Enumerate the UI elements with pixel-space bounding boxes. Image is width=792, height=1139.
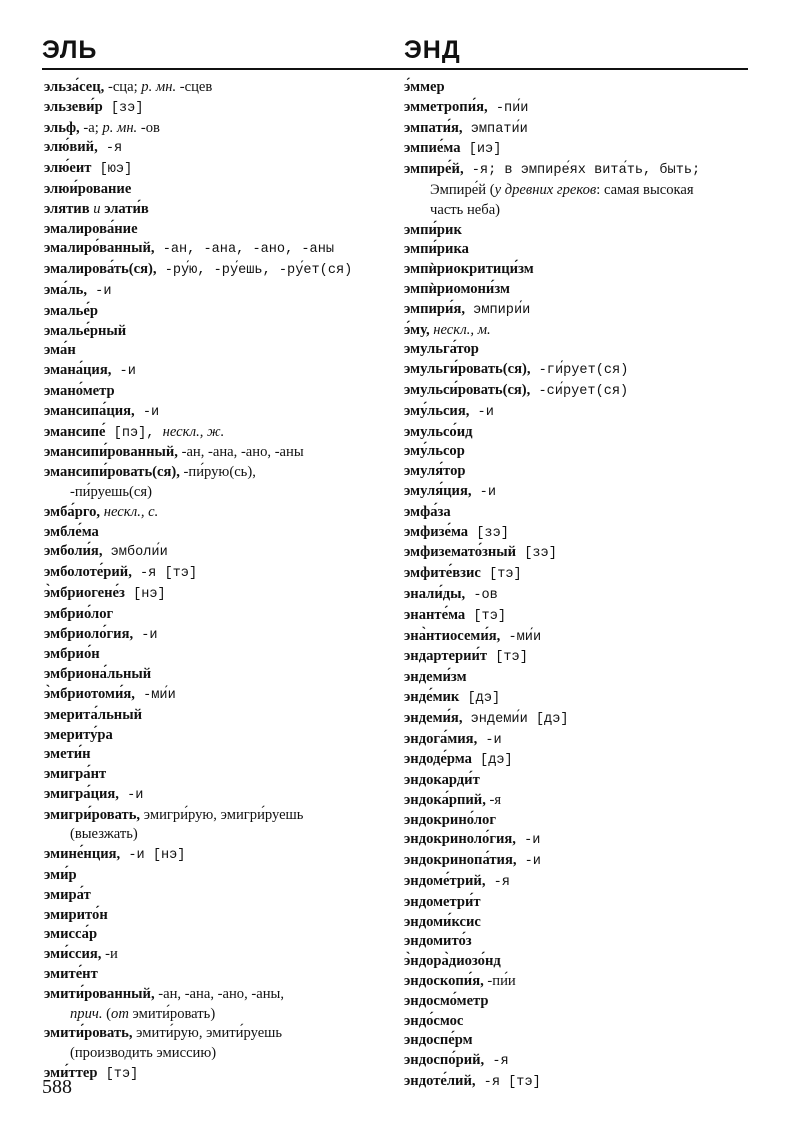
dictionary-entry (404, 462, 754, 482)
dictionary-entry (44, 341, 394, 361)
dictionary-entry (404, 240, 754, 260)
inflection: -ан, -ана, -ано, -аны (177, 444, 304, 461)
headword: эмигри́ровать, (44, 806, 141, 823)
headword: эндокринопа́тия, (404, 852, 517, 869)
headword: эмериту́ра (44, 726, 113, 743)
dictionary-entry (44, 382, 394, 402)
grammar-label: от (111, 1005, 129, 1022)
headword: эмбрио́лог (44, 605, 114, 622)
headword: эма́н (44, 342, 76, 359)
entry-text: -сцев (176, 79, 213, 95)
headword: э̀ндора̀диозо́нд (404, 953, 501, 970)
inflection: -ми́и (500, 629, 542, 645)
headword: эмалье́рный (44, 322, 127, 339)
inflection: эмити́рую, эмити́руешь (132, 1025, 283, 1042)
dictionary-entry (404, 340, 754, 360)
headword: элю́еит (44, 160, 92, 177)
dictionary-entry (44, 260, 394, 281)
dictionary-entry (404, 482, 754, 503)
headword: эмана́ция, (44, 362, 112, 379)
headword: эмалирова́ние (44, 220, 138, 237)
inflection: [тэ] (480, 567, 522, 583)
dictionary-entry (404, 280, 754, 300)
dictionary-entry (404, 300, 754, 321)
headword: эндокрино́лог (404, 811, 496, 828)
dictionary-entry (44, 745, 394, 765)
inflection: [зэ] (468, 525, 509, 541)
inflection: [юэ] (91, 162, 133, 178)
inflection: -я; в эмпире́ях вита́ть, быть; (463, 163, 701, 179)
inflection: -и (471, 484, 496, 500)
headword: эндоме́трий, (404, 873, 486, 890)
dictionary-entry (44, 322, 394, 342)
headword: эми́ссия, (44, 946, 102, 963)
dictionary-entry (44, 665, 394, 685)
dictionary-entry (44, 706, 394, 726)
headword: эмфиземато́зный (404, 544, 517, 561)
dictionary-entry (404, 78, 754, 98)
headword: эмансипе́ (44, 423, 106, 440)
headword: эмети́н (44, 746, 91, 763)
inflection: эмпати́и (462, 121, 528, 137)
dictionary-entry (44, 159, 394, 180)
headword: эндоте́лий, (404, 1073, 476, 1090)
headword: эма́ль, (44, 281, 87, 298)
entry-continuation (44, 1005, 394, 1025)
headword: эмансипа́ция, (44, 402, 135, 419)
dictionary-entry (44, 925, 394, 945)
dictionary-entry (404, 260, 754, 280)
inflection: [тэ] (97, 1067, 139, 1083)
inflection: -ги́рует(ся) (530, 363, 629, 379)
headword: эмити́рованный, (44, 985, 155, 1002)
headword: эмисса́р (44, 926, 98, 943)
dictionary-entry (44, 605, 394, 625)
headword: э́ммер (404, 79, 445, 95)
running-head-left: ЭЛЬ (42, 36, 98, 64)
dictionary-entry (404, 381, 754, 402)
dictionary-entry (404, 627, 754, 648)
dictionary-entry (44, 645, 394, 665)
dictionary-entry (404, 1031, 754, 1051)
headword: элятив (44, 200, 90, 217)
entry-continuation (44, 483, 394, 503)
headword: эндеми́я, (404, 709, 463, 726)
inflection: эмигри́рую, эмигри́руешь (140, 806, 304, 823)
entry-continuation (404, 181, 754, 201)
page-number: 588 (42, 1076, 72, 1098)
headword: эми́ттер (44, 1065, 98, 1082)
dictionary-entry (44, 119, 394, 139)
dictionary-entry (44, 965, 394, 985)
headword: эндока́рпий, (404, 791, 486, 808)
headword: эми́р (44, 867, 77, 884)
dictionary-entry (404, 811, 754, 831)
conjunction: и (89, 200, 105, 217)
headword: эмметропи́я, (404, 98, 488, 115)
inflection: -пи́руешь(ся) (70, 483, 152, 500)
entry-text: ( (102, 1005, 112, 1022)
headword: эндокриноло́гия, (404, 831, 516, 848)
headword: эмити́ровать, (44, 1025, 133, 1042)
dictionary-entry (44, 1024, 394, 1044)
headword: эмбриоло́гия, (44, 625, 134, 642)
inflection: эмболи́и (102, 545, 168, 561)
inflection: часть неба) (430, 201, 501, 218)
headword: эмульси́ровать(ся), (404, 381, 531, 398)
inflection: -и (469, 404, 494, 420)
dictionary-entry (404, 913, 754, 933)
entry-text: : самая высокая (596, 181, 694, 198)
headword: эмине́нция, (44, 846, 121, 863)
headword: эндосмо́метр (404, 992, 489, 1009)
headword: эльзеви́р (44, 98, 103, 115)
dictionary-entry (404, 160, 754, 181)
dictionary-entry (404, 503, 754, 523)
dictionary-entry (44, 281, 394, 302)
inflection: -и (118, 787, 144, 803)
inflection: [пэ], (105, 425, 163, 441)
dictionary-entry (404, 606, 754, 627)
dictionary-entry (404, 1012, 754, 1032)
dictionary-entry (404, 992, 754, 1012)
headword: эмпѝриомони́зм (404, 280, 510, 297)
dictionary-entry (404, 139, 754, 160)
headword: эндомито́з (404, 933, 472, 950)
inflection: -ан, -ана, -ано, -аны, (154, 985, 284, 1002)
inflection: -ов (465, 587, 498, 603)
grammar-label: нескл., м. (433, 321, 491, 338)
headword: эмбле́ма (44, 523, 99, 540)
headword: эмболоте́рий, (44, 564, 132, 581)
headword: эльф, (44, 119, 80, 136)
headword: эмите́нт (44, 966, 98, 983)
inflection: -и (133, 627, 158, 643)
grammar-label: нескл., с. (103, 503, 159, 520)
dictionary-entry (404, 1051, 754, 1072)
dictionary-entry (404, 402, 754, 423)
dictionary-entry (44, 806, 394, 826)
dictionary-entry (404, 423, 754, 443)
headword: эмфите́взис (404, 565, 481, 582)
dictionary-entry (44, 765, 394, 785)
dictionary-entry (44, 945, 394, 965)
dictionary-entry (404, 321, 754, 341)
inflection: [нэ] (124, 586, 166, 602)
inflection: -и (515, 833, 541, 849)
headword: эндоскопи́я, (404, 973, 484, 990)
inflection: -и (101, 946, 118, 963)
headword: эмирито́н (44, 906, 108, 923)
inflection: -ми́и (134, 687, 176, 703)
dictionary-entry (404, 523, 754, 544)
dictionary-entry (44, 523, 394, 543)
inflection: [зэ] (516, 546, 557, 562)
dictionary-entry (44, 200, 394, 220)
headword: эмульги́ровать(ся), (404, 361, 531, 378)
dictionary-entry (404, 750, 754, 771)
dictionary-entry (404, 730, 754, 751)
entry-text: -ов (137, 119, 160, 136)
headword: эмансипи́ровать(ся), (44, 464, 180, 481)
headword: эмбрио́н (44, 646, 100, 663)
inflection: -я [тэ] (131, 566, 198, 582)
inflection: -и (516, 854, 541, 870)
headword: э̀мбриогене́з (44, 584, 125, 601)
headword: энде́мик (404, 688, 460, 705)
headword: эмалье́р (44, 302, 98, 319)
headword: эндеми́зм (404, 669, 467, 686)
dictionary-entry (404, 872, 754, 893)
headword: эндометри́т (404, 893, 481, 910)
headword: эмансипи́рованный, (44, 444, 178, 461)
headword: энанте́ма (404, 606, 466, 623)
dictionary-entry (404, 830, 754, 851)
headword: эму́льсор (404, 443, 465, 460)
dictionary-entry (44, 180, 394, 200)
headword: энали́ды, (404, 585, 466, 602)
headword: эмульсо́ид (404, 423, 473, 440)
headword: эмира́т (44, 886, 91, 903)
dictionary-entry (404, 1072, 754, 1093)
headword: эмболи́я, (44, 543, 103, 560)
page-header (42, 34, 748, 70)
headword: эмпати́я, (404, 119, 463, 136)
headword: эмпире́й, (404, 161, 464, 178)
headword: эмба́рго, (44, 503, 101, 520)
dictionary-entry (404, 360, 754, 381)
dictionary-entry (44, 302, 394, 322)
dictionary-entry (44, 625, 394, 646)
left-column (44, 78, 394, 1085)
dictionary-entry (44, 423, 394, 444)
entry-text: эмити́ровать) (128, 1005, 216, 1022)
dictionary-entry (44, 138, 394, 159)
headword: эндоми́ксис (404, 913, 481, 930)
dictionary-entry (404, 668, 754, 688)
dictionary-entry (404, 952, 754, 972)
headword: эмпи́рика (404, 241, 469, 258)
inflection: эмпири́и (465, 302, 531, 318)
entry-continuation (44, 1044, 394, 1064)
dictionary-entry (44, 845, 394, 866)
inflection: -си́рует(ся) (530, 383, 629, 399)
inflection: -а; (79, 119, 103, 136)
grammar-label: нескл., ж. (162, 423, 225, 440)
headword: эму́льсия, (404, 402, 470, 419)
dictionary-entry (44, 402, 394, 423)
inflection: -я (97, 141, 123, 157)
inflection: -и (111, 364, 136, 380)
inflection: -я (485, 791, 502, 808)
headword: эмфа́за (404, 503, 451, 520)
headword: эндо́смос (404, 1012, 464, 1029)
headword: э̀мбриотоми́я, (44, 685, 135, 702)
headword: эмфизе́ма (404, 523, 469, 540)
headword: э́му, (404, 321, 430, 338)
grammar-label: р. мн. (141, 79, 177, 95)
dictionary-entry (44, 220, 394, 240)
inflection: -и (477, 732, 502, 748)
dictionary-entry (404, 709, 754, 730)
inflection: -я (484, 1054, 509, 1070)
headword: эмигра́ция, (44, 785, 119, 802)
headword: эмалирова́ть(ся), (44, 261, 157, 278)
inflection: Эмпире́й ( (430, 181, 495, 198)
headword: эмульга́тор (404, 341, 479, 358)
grammar-label: у древних греков (494, 181, 597, 198)
running-head-right: ЭНД (404, 36, 461, 64)
dictionary-entry (44, 886, 394, 906)
grammar-label: прич. (70, 1005, 103, 1022)
grammar-label: р. мн. (102, 119, 138, 136)
inflection: -я [тэ] (475, 1075, 541, 1091)
inflection: -и (87, 283, 112, 299)
inflection: (выезжать) (70, 826, 138, 843)
headword: эндоде́рма (404, 751, 472, 768)
headword: эльза́сец, (44, 79, 105, 95)
inflection: -ан, -ана, -ано, -аны (154, 242, 335, 258)
headword: эмбриона́льный (44, 666, 152, 683)
dictionary-entry (44, 685, 394, 706)
dictionary-entry (44, 785, 394, 806)
headword: эндокарди́т (404, 772, 480, 789)
inflection: (производить эмиссию) (70, 1045, 217, 1062)
inflection: [дэ] (471, 753, 513, 769)
entry-continuation (404, 201, 754, 221)
dictionary-entry (404, 585, 754, 606)
inflection: -и [нэ] (120, 848, 186, 864)
headword: эндоспо́рий, (404, 1052, 485, 1069)
dictionary-entry (44, 1064, 394, 1085)
dictionary-entry (404, 543, 754, 564)
headword: эмпие́ма (404, 140, 461, 157)
headword: эмпири́я, (404, 300, 466, 317)
dictionary-entry (404, 791, 754, 811)
inflection: [тэ] (487, 650, 528, 666)
inflection: -я (485, 875, 510, 891)
headword: эна̀нтиосеми́я, (404, 627, 501, 644)
headword: эмуля́ция, (404, 482, 472, 499)
headword: эмуля́тор (404, 463, 466, 480)
inflection: -пи́рую(сь), (179, 464, 256, 481)
headword: эндоспе́рм (404, 1032, 473, 1049)
headword: эндога́мия, (404, 730, 478, 747)
inflection: [тэ] (465, 608, 507, 624)
dictionary-entry (44, 463, 394, 483)
dictionary-entry (404, 932, 754, 952)
dictionary-entry (44, 906, 394, 926)
dictionary-entry (44, 985, 394, 1005)
inflection: -ру́ю, -ру́ешь, -ру́ет(ся) (156, 263, 353, 279)
headword: эндартерии́т (404, 648, 488, 665)
headword: эмалиро́ванный, (44, 240, 155, 257)
dictionary-entry (404, 893, 754, 913)
inflection: -пи́и (483, 973, 516, 990)
headword: эмпѝриокритици́зм (404, 261, 534, 278)
dictionary-entry (404, 851, 754, 872)
inflection: эндеми́и [дэ] (462, 711, 569, 727)
inflection: [дэ] (459, 690, 501, 706)
dictionary-entry (44, 563, 394, 584)
headword: эмпи́рик (404, 221, 462, 238)
dictionary-entry (404, 442, 754, 462)
right-column (404, 78, 754, 1093)
dictionary-entry (44, 866, 394, 886)
dictionary-entry (44, 503, 394, 523)
dictionary-entry (44, 78, 394, 98)
headword: элюи́рование (44, 180, 132, 197)
inflection: -сца; (104, 79, 142, 95)
dictionary-entry (404, 119, 754, 140)
headword-variant: элати́в (104, 200, 149, 217)
dictionary-entry (44, 542, 394, 563)
headword: эмано́метр (44, 382, 115, 399)
dictionary-entry (44, 98, 394, 119)
entry-continuation (44, 825, 394, 845)
inflection: -пи́и (487, 100, 529, 116)
dictionary-entry (404, 221, 754, 241)
inflection: -и (134, 404, 160, 420)
headword: элю́вий, (44, 139, 98, 156)
dictionary-entry (404, 771, 754, 791)
dictionary-entry (44, 584, 394, 605)
dictionary-entry (404, 647, 754, 668)
dictionary-entry (404, 564, 754, 585)
inflection: [зэ] (102, 100, 144, 116)
dictionary-entry (44, 239, 394, 260)
inflection: [иэ] (460, 142, 502, 158)
dictionary-entry (44, 361, 394, 382)
dictionary-entry (44, 443, 394, 463)
dictionary-entry (404, 972, 754, 992)
headword: эмерита́льный (44, 706, 143, 723)
dictionary-entry (404, 98, 754, 119)
headword: эмигра́нт (44, 766, 107, 783)
dictionary-entry (44, 726, 394, 746)
dictionary-entry (404, 688, 754, 709)
